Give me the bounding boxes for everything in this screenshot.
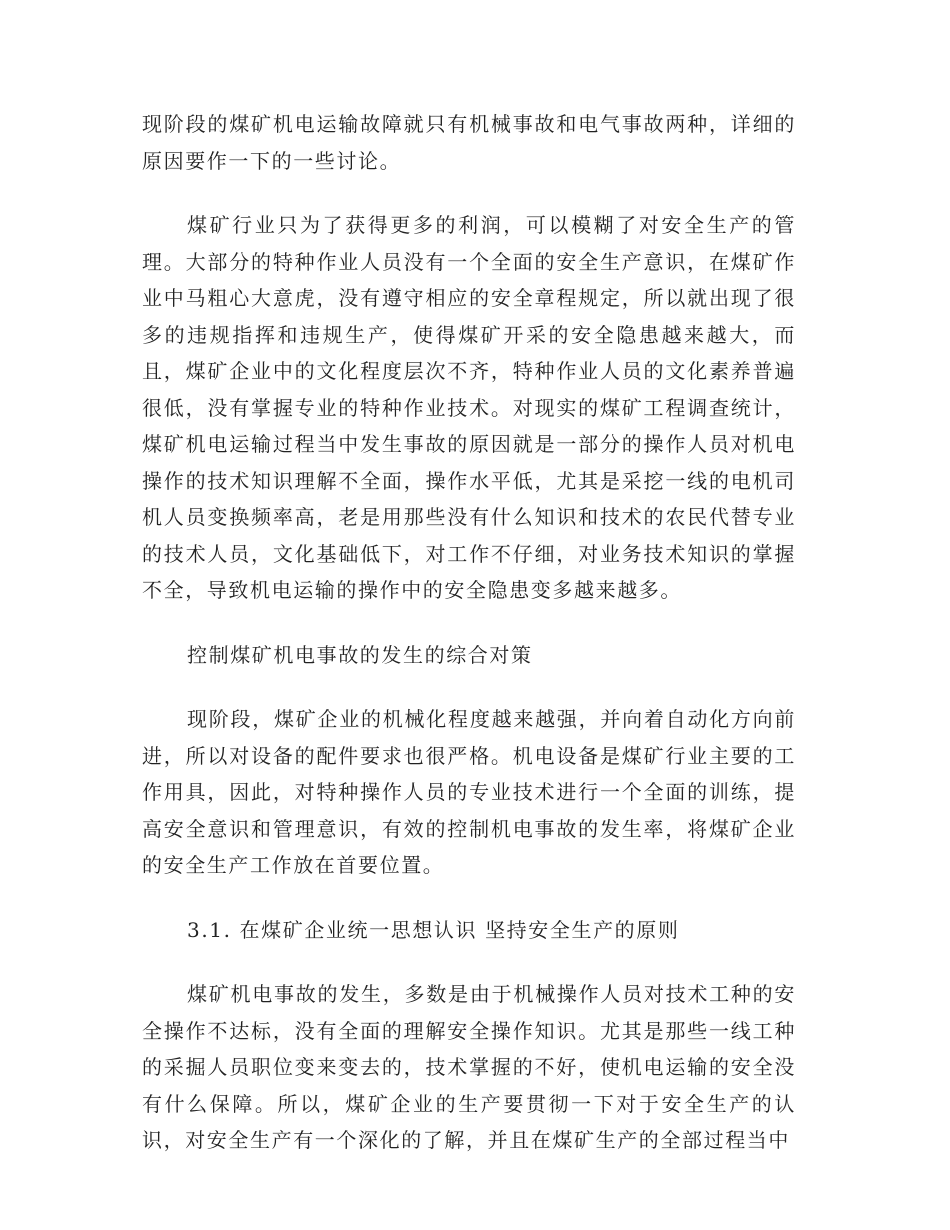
subsection-heading-3-1: 3.1. 在煤矿企业统一思想认识 坚持安全生产的原则 [187,917,680,942]
paragraph-safety-management: 煤矿行业只为了获得更多的利润，可以模糊了对安全生产的管理。大部分的特种作业人员没有一个全面的安全生产意识，在煤矿作业中马粗心大意虎，没有遵守相应的安全章程规定，所以就出现了很多的违规指挥和违规生产，使得煤矿开采的安全隐患越来越大，而且，煤矿企业中的文化程度层次不齐，特种作业人员的文化素养普遍很低，没有掌握专业的特种作业技术。对现实的煤矿工程调查统计，煤矿机电运输过程当中发生事故的原因就是一部分的操作人员对机电操作的技术知识理解不全面，操作水平低，尤其是采挖一线的电机司机人员变换频率高，老是用那些没有什么知识和技术的农民代替专业的技术人员，文化基础低下，对工作不仔细，对业务技术知识的掌握不全，导致机电运输的操作中的安全隐患变多越来越多。 [142,213,796,602]
paragraph-causes-intro: 现阶段的煤矿机电运输故障就只有机械事故和电气事故两种，详细的原因要作一下的一些讨论。 [142,112,796,173]
paragraph-mechanization: 现阶段，煤矿企业的机械化程度越来越强，并向着自动化方向前进，所以对设备的配件要求也很严格。机电设备是煤矿行业主要的工作用具，因此，对特种操作人员的专业技术进行一个全面的训练，提高安全意识和管理意识，有效的控制机电事故的发生率，将煤矿企业的安全生产工作放在首要位置。 [142,707,796,877]
document-body [142,106,796,1159]
paragraph-operator-training: 煤矿机电事故的发生，多数是由于机械操作人员对技术工种的安全操作不达标，没有全面的理解安全操作知识。尤其是那些一线工种的采掘人员职位变来变去的，技术掌握的不好，使机电运输的安全没有什么保障。所以，煤矿企业的生产要贯彻一下对于安全生产的认识，对安全生产有一个深化的了解，并且在煤矿生产的全部过程当中 [142,982,796,1152]
section-heading-countermeasures: 控制煤矿机电事故的发生的综合对策 [187,642,533,667]
